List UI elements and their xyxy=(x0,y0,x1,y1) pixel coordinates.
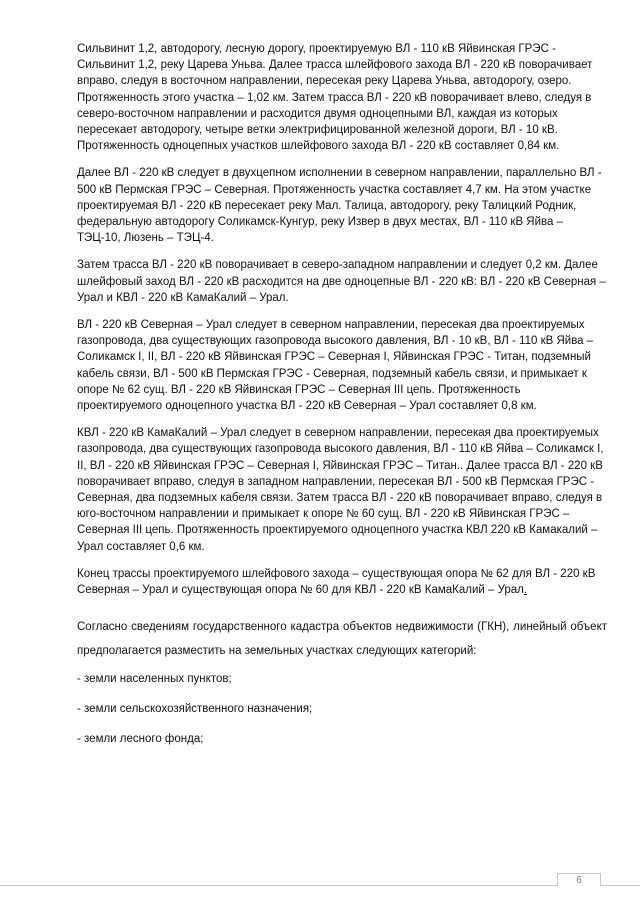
paragraph: Сильвинит 1,2, автодорогу, лесную дорогу, проектируемую ВЛ - 110 кВ Яйвинская ГРЭС - Сильвинит 1,2, реку Царева Уньва. Далее трасса шлейфового захода ВЛ - 220 кВ поворачивает вправо, следуя в восточном направлении, пересекая реку Царева Уньва, автодорогу, озеро. Протяженность этого участка – 1,02 км. Затем трасса ВЛ - 220 кВ поворачивает влево, следуя в северо-восточном направлении и расходится двумя одноцепными ВЛ, каждая из которых пересекает автодорогу, четыре ветки электрифицированной железной дороги, ВЛ - 10 кВ. Протяженность одноцепных участков шлейфового захода ВЛ - 220 кВ составляет 0,84 км. xyxy=(77,43,593,153)
list-item: - земли сельскохозяйственного назначения; xyxy=(77,703,313,716)
paragraph xyxy=(77,566,607,598)
paragraph: Согласно сведениям государственного кадастра объектов недвижимости (ГКН), линейный объект предполагается разместить на земельных участках следующих категорий: xyxy=(77,621,607,658)
paragraph-text: Конец трассы проектируемого шлейфового захода – существующая опора № 62 для ВЛ - 220 кВ Северная – Урал и существующая опора № 60 для КВЛ - 220 кВ КамаКалий – Урал xyxy=(77,567,596,597)
document-body xyxy=(77,41,607,761)
list-item: - земли населенных пунктов; xyxy=(77,673,232,686)
paragraph: КВЛ - 220 кВ КамаКалий – Урал следует в северном направлении, пересекая два проектируемых газопровода, два существующих газопровода высокого давления, ВЛ - 110 кВ Яйва – Соликамск I, II, ВЛ - 220 кВ Яйвинская ГРЭС – Северная I, Яйвинская ГРЭС – Титан.. Далее трасса ВЛ - 220 кВ поворачивает вправо, следуя в западном направлении, пересекая ВЛ - 500 кВ Пермская ГРЭС - Северная, два подземных кабеля связи. Затем трасса ВЛ - 220 кВ поворачивает вправо, следуя в юго-восточном направлении и примыкает к опоре № 60 сущ. ВЛ - 220 кВ Яйвинская ГРЭС – Северная III цепь. Протяженность проектируемого одноцепного участка КВЛ 220 кВ Камакалий – Урал составляет 0,6 км. xyxy=(77,427,604,553)
list-item: - земли лесного фонда; xyxy=(77,733,204,746)
paragraph: Далее ВЛ - 220 кВ следует в двухцепном исполнении в северном направлении, параллельно ВЛ - 500 кВ Пермская ГРЭС – Северная. Протяженность участка составляет 4,7 км. На этом участке проектируемая ВЛ - 220 кВ пересекает реку Мал. Талица, автодорогу, реку Талицкий Родник, федеральную автодорогу Соликамск-Кунгур, реку Извер в двух местах, ВЛ - 110 кВ Яйва – ТЭЦ-10, Люзень – ТЭЦ-4. xyxy=(77,167,602,245)
paragraph-end-mark: . xyxy=(523,584,528,597)
page-number: 6 xyxy=(557,873,601,886)
footer-divider xyxy=(0,885,640,886)
paragraph: Затем трасса ВЛ - 220 кВ поворачивает в северо-западном направлении и следует 0,2 км. Далее шлейфовый заход ВЛ - 220 кВ расходится на две одноцепные ВЛ - 220 кВ: ВЛ - 220 кВ Северная – Урал и КВЛ - 220 кВ КамаКалий – Урал. xyxy=(77,259,606,304)
paragraph: ВЛ - 220 кВ Северная – Урал следует в северном направлении, пересекая два проектируемых газопровода, два существующих газопровода высокого давления, ВЛ - 10 кВ, ВЛ - 110 кВ Яйва – Соликамск I, II, ВЛ - 220 кВ Яйвинская ГРЭС – Северная I, Яйвинская ГРЭС - Титан, подземный кабель связи, ВЛ - 500 кВ Пермская ГРЭС - Северная, подземный кабель связи, и примыкает к опоре № 62 сущ. ВЛ - 220 кВ Яйвинская ГРЭС – Северная III цепь. Протяженность проектируемого одноцепного участка ВЛ - 220 кВ Северная – Урал составляет 0,8 км. xyxy=(77,319,594,413)
